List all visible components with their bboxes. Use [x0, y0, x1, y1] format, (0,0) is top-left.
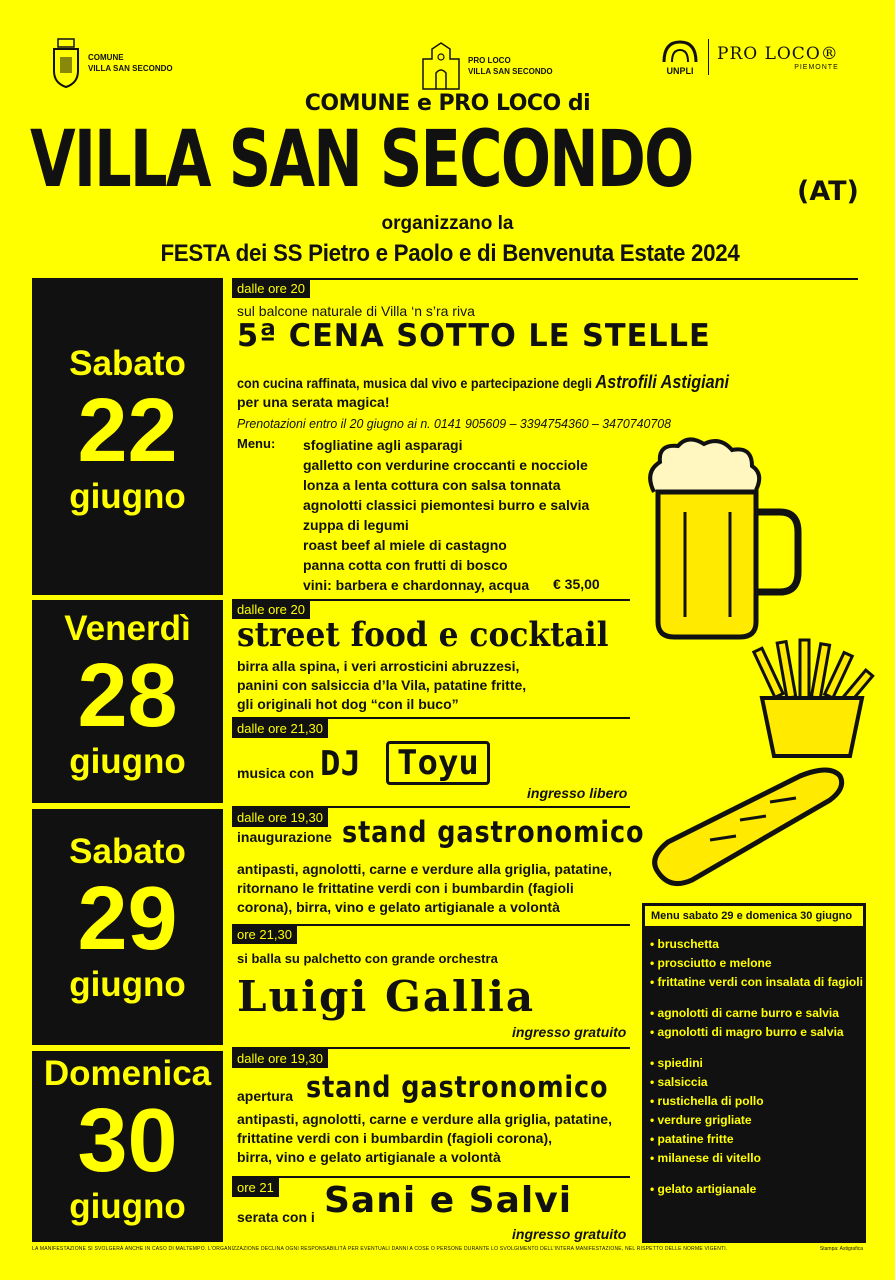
proloco-region: PIEMONTE — [794, 63, 839, 71]
comune-logo-text: COMUNE VILLA SAN SECONDO — [88, 53, 173, 73]
list-item: • salsiccia — [650, 1073, 858, 1092]
proloco-logo — [420, 33, 553, 99]
unpli-text: UNPLI — [666, 66, 694, 76]
entry-note: ingresso libero — [527, 785, 628, 801]
bread-icon — [640, 762, 850, 894]
dj-logo-box — [386, 741, 490, 785]
event-intro: si balla su palchetto con grande orchestra — [237, 951, 498, 966]
menu-item: roast beef al miele di castagno — [303, 537, 507, 553]
menu-item: vini: barbera e chardonnay, acqua — [303, 577, 530, 593]
event-desc-2: per una serata magica! — [237, 394, 390, 410]
proloco-logo-text: PRO LOCO VILLA SAN SECONDO — [468, 56, 553, 76]
booking-info: Prenotazioni entro il 20 giugno ai n. 0141 905609 – 3394754360 – 3470740708 — [237, 416, 672, 431]
side-menu-title: Menu sabato 29 e domenica 30 giugno — [644, 905, 864, 927]
unpli-arch-icon — [660, 38, 700, 62]
list-item: • milanese di vitello — [650, 1149, 858, 1168]
detail-line: gli originali hot dog “con il buco” — [237, 696, 459, 712]
list-item: • verdure grigliate — [650, 1111, 858, 1130]
event-title: stand gastronomico — [306, 1070, 609, 1104]
event-prefix: inaugurazione — [237, 829, 332, 845]
detail-line: panini con salsiccia d’la Vila, patatine fritte, — [237, 677, 527, 693]
time-tag: ore 21,30 — [232, 925, 297, 944]
list-item: • frittatine verdi con insalata di fagioli — [650, 973, 858, 992]
detail-line: antipasti, agnolotti, carne e verdure alla griglia, patatine, — [237, 1111, 612, 1127]
weekday: Sabato — [69, 832, 186, 871]
astrofili-label: Astrofili Astigiani — [595, 372, 730, 392]
event-title: street food e cocktail — [237, 615, 609, 655]
list-item: • prosciutto e melone — [650, 954, 858, 973]
menu-item: lonza a lenta cottura con salsa tonnata — [303, 477, 561, 493]
event-title: Luigi Gallia — [237, 972, 536, 1021]
day-block-28 — [32, 600, 223, 803]
list-item: • patatine fritte — [650, 1130, 858, 1149]
divider — [232, 278, 858, 280]
weekday: Domenica — [43, 1054, 212, 1093]
fries-icon — [752, 638, 882, 760]
list-item: • gelato artigianale — [650, 1180, 858, 1199]
dj-label: DJ — [320, 744, 361, 784]
day-number: 30 — [77, 1091, 178, 1191]
dinner-menu — [303, 435, 589, 595]
day-block-22 — [32, 278, 223, 595]
price: € 35,00 — [553, 576, 600, 592]
detail-line: birra, vino e gelato artigianale a volontà — [237, 1149, 501, 1165]
detail-line: frittatine verdi con i bumbardin (fagioli corona), — [237, 1130, 553, 1146]
day-number: 29 — [77, 869, 178, 969]
comune-logo — [50, 30, 173, 96]
coat-of-arms-icon — [50, 37, 82, 89]
time-tag: ore 21 — [232, 1178, 279, 1197]
footer-disclaimer: LA MANIFESTAZIONE SI SVOLGERÀ ANCHE IN CASO DI MALTEMPO. L'ORGANIZZAZIONE DECLINA OGNI RESPONSABILITÀ PER EVENTUALI DANNI A COSE O PERSONE DURANTE LO SVOLGIMENTO DELL'INTERA MANIFESTAZIONE, NEL RISPETTO DELLE NORME VIGENTI. — [32, 1246, 728, 1252]
event-title: stand gastronomico — [342, 815, 645, 849]
event-desc: con cucina raffinata, musica dal vivo e partecipazione degli — [237, 375, 593, 391]
menu-label: Menu: — [237, 436, 276, 451]
list-item: • rustichella di pollo — [650, 1092, 858, 1111]
event-details — [237, 657, 526, 714]
weekday: Sabato — [69, 344, 186, 383]
month: giugno — [69, 477, 186, 516]
event-details — [237, 860, 612, 917]
event-intro: sul balcone naturale di Villa ‘n s’ra riva — [237, 303, 475, 319]
proloco-brand: PRO LOCO® — [717, 43, 839, 64]
festa-title: FESTA dei SS Pietro e Paolo e di Benvenuta Estate 2024 — [160, 240, 740, 267]
time-tag: dalle ore 21,30 — [232, 719, 328, 738]
unpli-logo — [660, 38, 839, 76]
menu-item: galletto con verdurine croccanti e nocciole — [303, 457, 588, 473]
event-prefix: serata con i — [237, 1209, 315, 1225]
day-number: 22 — [77, 381, 178, 481]
menu-item: agnolotti classici piemontesi burro e salvia — [303, 497, 590, 513]
list-item: • agnolotti di magro burro e salvia — [650, 1023, 858, 1042]
day-block-30 — [32, 1051, 223, 1242]
detail-line: ritornano le frittatine verdi con i bumbardin (fagioli — [237, 880, 574, 896]
day-block-29 — [32, 809, 223, 1045]
time-tag: dalle ore 20 — [232, 600, 310, 619]
event-prefix: apertura — [237, 1088, 294, 1104]
side-menu-list — [642, 929, 866, 1199]
side-menu — [642, 903, 866, 1243]
detail-line: birra alla spina, i veri arrosticini abruzzesi, — [237, 658, 520, 674]
header-subtitle: COMUNE e PRO LOCO di — [304, 91, 591, 116]
time-tag: dalle ore 19,30 — [232, 1049, 328, 1068]
beer-mug-icon — [640, 432, 805, 642]
page-title: VILLA SAN SECONDO — [30, 115, 693, 205]
menu-item: sfogliatine agli asparagi — [303, 437, 463, 453]
list-item: • bruschetta — [650, 935, 858, 954]
footer-print: Stampa: Astigrafica — [819, 1246, 863, 1252]
day-number: 28 — [77, 646, 178, 746]
month: giugno — [69, 742, 186, 781]
entry-note: ingresso gratuito — [512, 1226, 627, 1242]
detail-line: antipasti, agnolotti, carne e verdure alla griglia, patatine, — [237, 861, 612, 877]
entry-note: ingresso gratuito — [512, 1024, 627, 1040]
list-item: • agnolotti di carne burro e salvia — [650, 1004, 858, 1023]
organize-text: organizzano la — [381, 213, 514, 234]
detail-line: corona), birra, vino e gelato artigianale a volontà — [237, 899, 560, 915]
month: giugno — [69, 965, 186, 1004]
weekday: Venerdì — [64, 609, 191, 648]
time-tag: dalle ore 19,30 — [232, 808, 328, 827]
church-icon — [420, 41, 462, 91]
province-label: (AT) — [797, 176, 859, 207]
divider — [232, 1176, 630, 1178]
event-details — [237, 1110, 612, 1167]
dj-name: Toyu — [397, 743, 479, 783]
time-tag: dalle ore 20 — [232, 279, 310, 298]
event-title: Sani e Salvi — [324, 1180, 573, 1221]
menu-item: zuppa di legumi — [303, 517, 409, 533]
menu-item: panna cotta con frutti di bosco — [303, 557, 508, 573]
event-title: 5ª CENA SOTTO LE STELLE — [237, 318, 711, 354]
list-item: • spiedini — [650, 1054, 858, 1073]
event-prefix: musica con — [237, 765, 315, 781]
month: giugno — [69, 1187, 186, 1226]
